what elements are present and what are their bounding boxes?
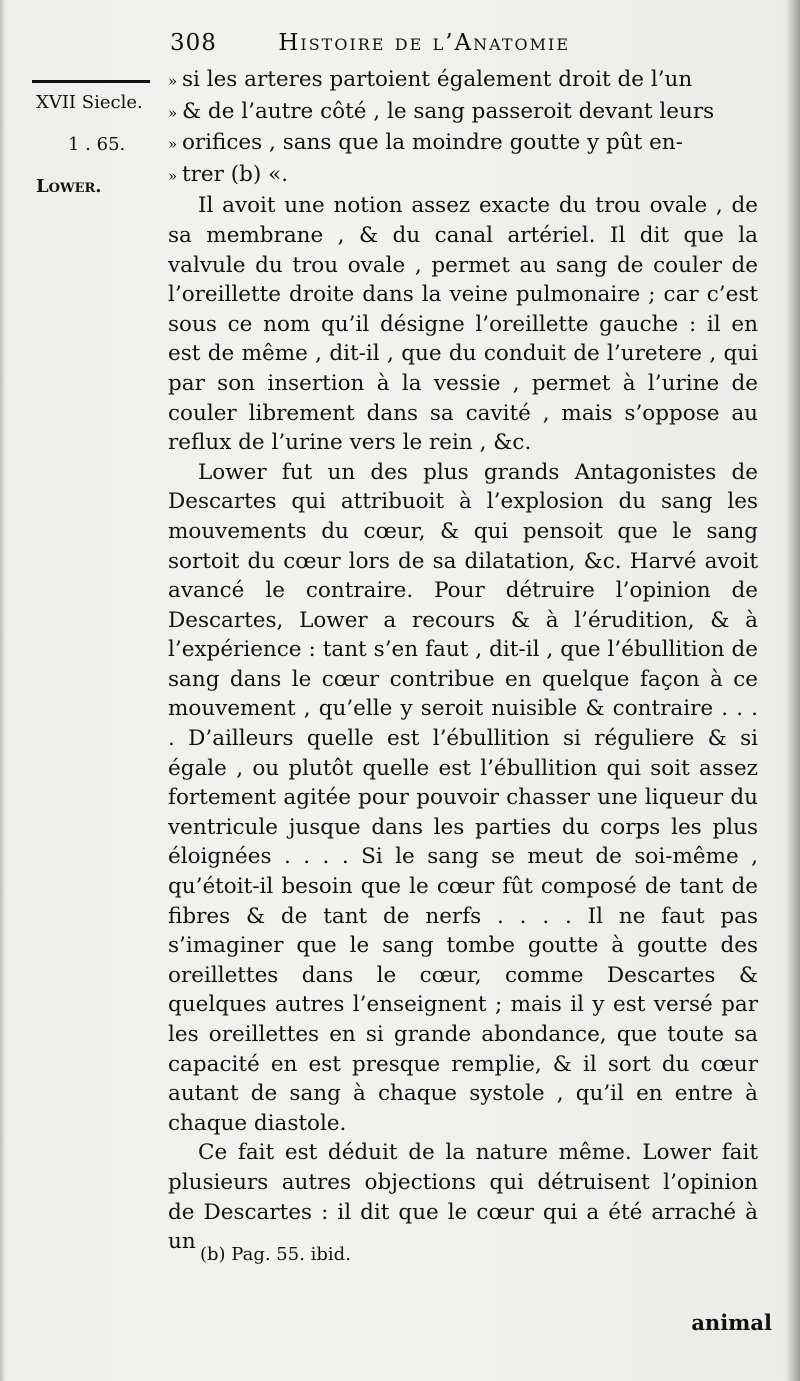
paragraph: Ce fait est déduit de la nature même. Lower fait plusieurs autres objections qui détruisent l’opinion de Descartes : il dit que le cœur qui a été arraché à un [168, 1140, 758, 1255]
page-title: Histoire de l’Anatomie [278, 30, 571, 56]
quote-line: » & de l’autre côté , le sang passeroit devant leurs [168, 97, 758, 129]
quote-line: » si les arteres partoient également droit de l’un [168, 65, 758, 97]
catchword: animal [691, 1310, 772, 1335]
quote-line: » trer (b) «. [168, 160, 758, 192]
page-number: 308 [170, 30, 217, 56]
quoted-passage [168, 65, 758, 191]
paragraph: Lower fut un des plus grands Antagonistes de Descartes qui attribuoit à l’explosion du sang les mouvements du cœur, & qui pensoit que le sang sortoit du cœur lors de sa dilatation, &c. Harvé avoit avancé le contraire. Pour détruire l’opinion de Descartes, Lower a recours & à l’érudition, & à l’expérience : tant s’en faut , dit-il , que l’ébullition de sang dans le cœur contribue en quelque façon à ce mouvement , qu’elle y seroit nuisible & contraire . . . . D’ailleurs quelle est l’ébullition si réguliere & si égale , ou plutôt quelle est l’ébullition qui soit assez fortement agitée pour pouvoir chasser une liqueur du ventricule jusque dans les parties du corps les plus éloignées . . . . Si le sang se meut de soi-même , qu’étoit-il besoin que le cœur fût composé de tant de fibres & de tant de nerfs . . . . Il ne faut pas s’imaginer que le sang tombe goutte à goutte des oreillettes dans le cœur, comme Descartes & quelques autres l’enseignent ; mais il y est versé par les oreillettes en si grande abondance, que toute sa capacité en est presque remplie, & il sort du cœur autant de sang à chaque systole , qu’il en entre à chaque diastole. [168, 459, 758, 1136]
paragraph: Il avoit une notion assez exacte du trou ovale , de sa membrane , & du canal artériel. Il dit que la valvule du trou ovale , permet au sang de couler de l’oreillette droite dans la veine pulmonaire ; car c’est sous ce nom qu’il désigne l’oreillette gauche : il en est de même , dit-il , que du conduit de l’uretere , qui par son insertion à la vessie , permet à l’urine de couler librement dans sa cavité , mais s’oppose au reflux de l’urine vers le rein , &c. [168, 193, 758, 456]
margin-author: Lower. [36, 176, 102, 197]
quote-line: » orifices , sans que la moindre goutte y pût en- [168, 128, 758, 160]
footnote: (b) Pag. 55. ibid. [200, 1244, 351, 1265]
margin-rule [32, 80, 150, 83]
margin-century: XVII Siecle. [36, 92, 143, 113]
margin-notes [36, 92, 161, 218]
margin-year: 1 . 65. [68, 134, 126, 155]
main-text [168, 65, 758, 1257]
running-head [170, 30, 760, 56]
